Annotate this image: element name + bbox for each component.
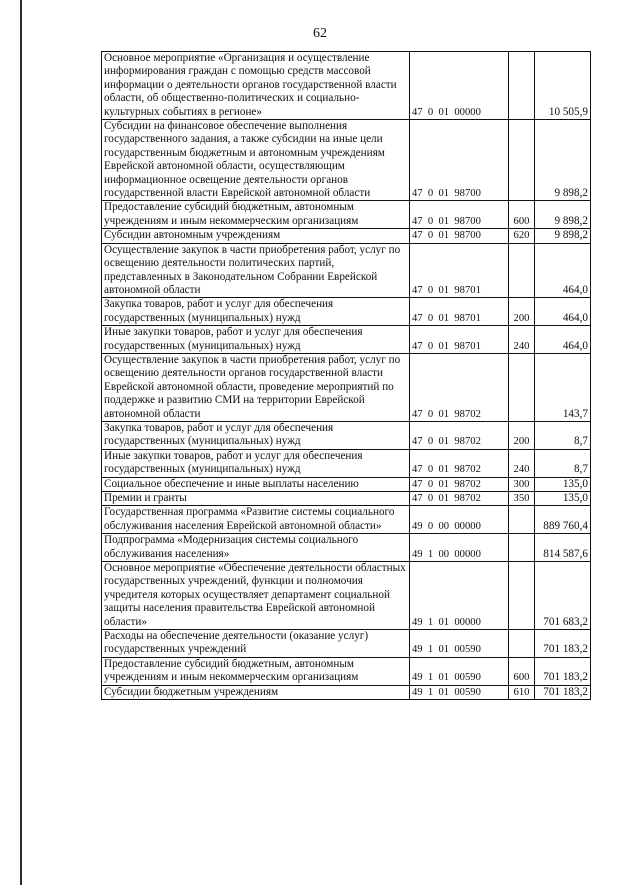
table-row [102, 243, 591, 298]
amount-cell: 814 587,6 [535, 534, 591, 562]
expense-name-cell: Закупка товаров, работ и услуг для обеспечения государственных (муниципальных) нужд [102, 298, 410, 326]
table-row [102, 298, 591, 326]
amount-cell: 701 683,2 [535, 562, 591, 630]
budget-code-cell: 47 0 01 00000 [410, 52, 509, 120]
budget-code-cell: 47 0 01 98702 [410, 492, 509, 506]
amount-cell: 9 898,2 [535, 120, 591, 201]
budget-table [101, 51, 591, 700]
expense-type-cell: 620 [509, 229, 535, 243]
table-row [102, 562, 591, 630]
amount-cell: 10 505,9 [535, 52, 591, 120]
expense-name-cell: Предоставление субсидий бюджетным, автономным учреждениям и иным некоммерческим организациям [102, 201, 410, 229]
expense-type-cell: 350 [509, 492, 535, 506]
expense-name-cell: Субсидии на финансовое обеспечение выполнения государственного задания, а также субсидии на иные цели государственным бюджетным и автономным учреждениям Еврейской автономной области, осуществляющим информационное освещение деятельности органов государственной власти Еврейской автономной области [102, 120, 410, 201]
amount-cell: 9 898,2 [535, 201, 591, 229]
expense-name-cell: Иные закупки товаров, работ и услуг для обеспечения государственных (муниципальных) нужд [102, 449, 410, 477]
table-row [102, 120, 591, 201]
budget-table-body [102, 52, 591, 700]
expense-name-cell: Социальное обеспечение и иные выплаты населению [102, 477, 410, 491]
amount-cell: 701 183,2 [535, 657, 591, 685]
table-row [102, 506, 591, 534]
expense-type-cell [509, 534, 535, 562]
expense-name-cell: Закупка товаров, работ и услуг для обеспечения государственных (муниципальных) нужд [102, 421, 410, 449]
expense-name-cell: Иные закупки товаров, работ и услуг для обеспечения государственных (муниципальных) нужд [102, 326, 410, 354]
budget-code-cell: 49 1 01 00590 [410, 685, 509, 699]
expense-type-cell [509, 52, 535, 120]
table-row [102, 630, 591, 658]
expense-type-cell: 600 [509, 657, 535, 685]
budget-code-cell: 47 0 01 98702 [410, 449, 509, 477]
table-row [102, 201, 591, 229]
amount-cell: 889 760,4 [535, 506, 591, 534]
table-row [102, 229, 591, 243]
scan-edge-line [20, 0, 22, 885]
expense-type-cell: 200 [509, 298, 535, 326]
table-row [102, 326, 591, 354]
expense-type-cell: 600 [509, 201, 535, 229]
expense-type-cell [509, 353, 535, 421]
expense-name-cell: Подпрограмма «Модернизация системы социального обслуживания населения» [102, 534, 410, 562]
budget-code-cell: 49 1 01 00000 [410, 562, 509, 630]
expense-type-cell [509, 243, 535, 298]
budget-code-cell: 47 0 01 98702 [410, 353, 509, 421]
expense-name-cell: Премии и гранты [102, 492, 410, 506]
amount-cell: 135,0 [535, 477, 591, 491]
expense-name-cell: Основное мероприятие «Организация и осуществление информирования граждан с помощью средств массовой информации о деятельности органов государственной власти области, об общественно-политических и социально-культурных событиях в регионе» [102, 52, 410, 120]
budget-code-cell: 47 0 01 98701 [410, 243, 509, 298]
budget-code-cell: 47 0 01 98700 [410, 229, 509, 243]
budget-code-cell: 47 0 01 98702 [410, 477, 509, 491]
table-row [102, 657, 591, 685]
table-row [102, 492, 591, 506]
table-row [102, 52, 591, 120]
expense-name-cell: Осуществление закупок в части приобретения работ, услуг по освещению деятельности органов государственной власти Еврейской автономной области, проведение мероприятий по поддержке и развитию СМИ на территории Еврейской автономной области [102, 353, 410, 421]
expense-type-cell [509, 562, 535, 630]
budget-code-cell: 47 0 01 98702 [410, 421, 509, 449]
amount-cell: 464,0 [535, 326, 591, 354]
expense-name-cell: Предоставление субсидий бюджетным, автономным учреждениям и иным некоммерческим организациям [102, 657, 410, 685]
table-row [102, 477, 591, 491]
expense-type-cell [509, 630, 535, 658]
expense-name-cell: Осуществление закупок в части приобретения работ, услуг по освещению деятельности политических партий, представленных в Законодательном Собрании Еврейской автономной области [102, 243, 410, 298]
expense-name-cell: Расходы на обеспечение деятельности (оказание услуг) государственных учреждений [102, 630, 410, 658]
expense-type-cell: 240 [509, 326, 535, 354]
expense-name-cell: Основное мероприятие «Обеспечение деятельности областных государственных учреждений, функции и полномочия учредителя которых осуществляет департамент социальной защиты населения правительства Еврейской автономной области» [102, 562, 410, 630]
amount-cell: 8,7 [535, 421, 591, 449]
table-row [102, 685, 591, 699]
expense-type-cell: 200 [509, 421, 535, 449]
amount-cell: 8,7 [535, 449, 591, 477]
budget-code-cell: 49 1 00 00000 [410, 534, 509, 562]
budget-code-cell: 49 1 01 00590 [410, 657, 509, 685]
expense-type-cell: 240 [509, 449, 535, 477]
table-row [102, 534, 591, 562]
amount-cell: 464,0 [535, 243, 591, 298]
amount-cell: 701 183,2 [535, 685, 591, 699]
budget-code-cell: 47 0 01 98701 [410, 326, 509, 354]
table-row [102, 449, 591, 477]
budget-code-cell: 49 1 01 00590 [410, 630, 509, 658]
expense-name-cell: Субсидии бюджетным учреждениям [102, 685, 410, 699]
expense-type-cell [509, 506, 535, 534]
budget-code-cell: 49 0 00 00000 [410, 506, 509, 534]
budget-code-cell: 47 0 01 98701 [410, 298, 509, 326]
table-row [102, 421, 591, 449]
budget-code-cell: 47 0 01 98700 [410, 120, 509, 201]
expense-type-cell: 610 [509, 685, 535, 699]
amount-cell: 701 183,2 [535, 630, 591, 658]
expense-name-cell: Государственная программа «Развитие системы социального обслуживания населения Еврейской автономной области» [102, 506, 410, 534]
amount-cell: 143,7 [535, 353, 591, 421]
expense-name-cell: Субсидии автономным учреждениям [102, 229, 410, 243]
budget-code-cell: 47 0 01 98700 [410, 201, 509, 229]
expense-type-cell [509, 120, 535, 201]
amount-cell: 464,0 [535, 298, 591, 326]
expense-type-cell: 300 [509, 477, 535, 491]
amount-cell: 9 898,2 [535, 229, 591, 243]
table-row [102, 353, 591, 421]
page-number: 62 [313, 26, 327, 41]
amount-cell: 135,0 [535, 492, 591, 506]
